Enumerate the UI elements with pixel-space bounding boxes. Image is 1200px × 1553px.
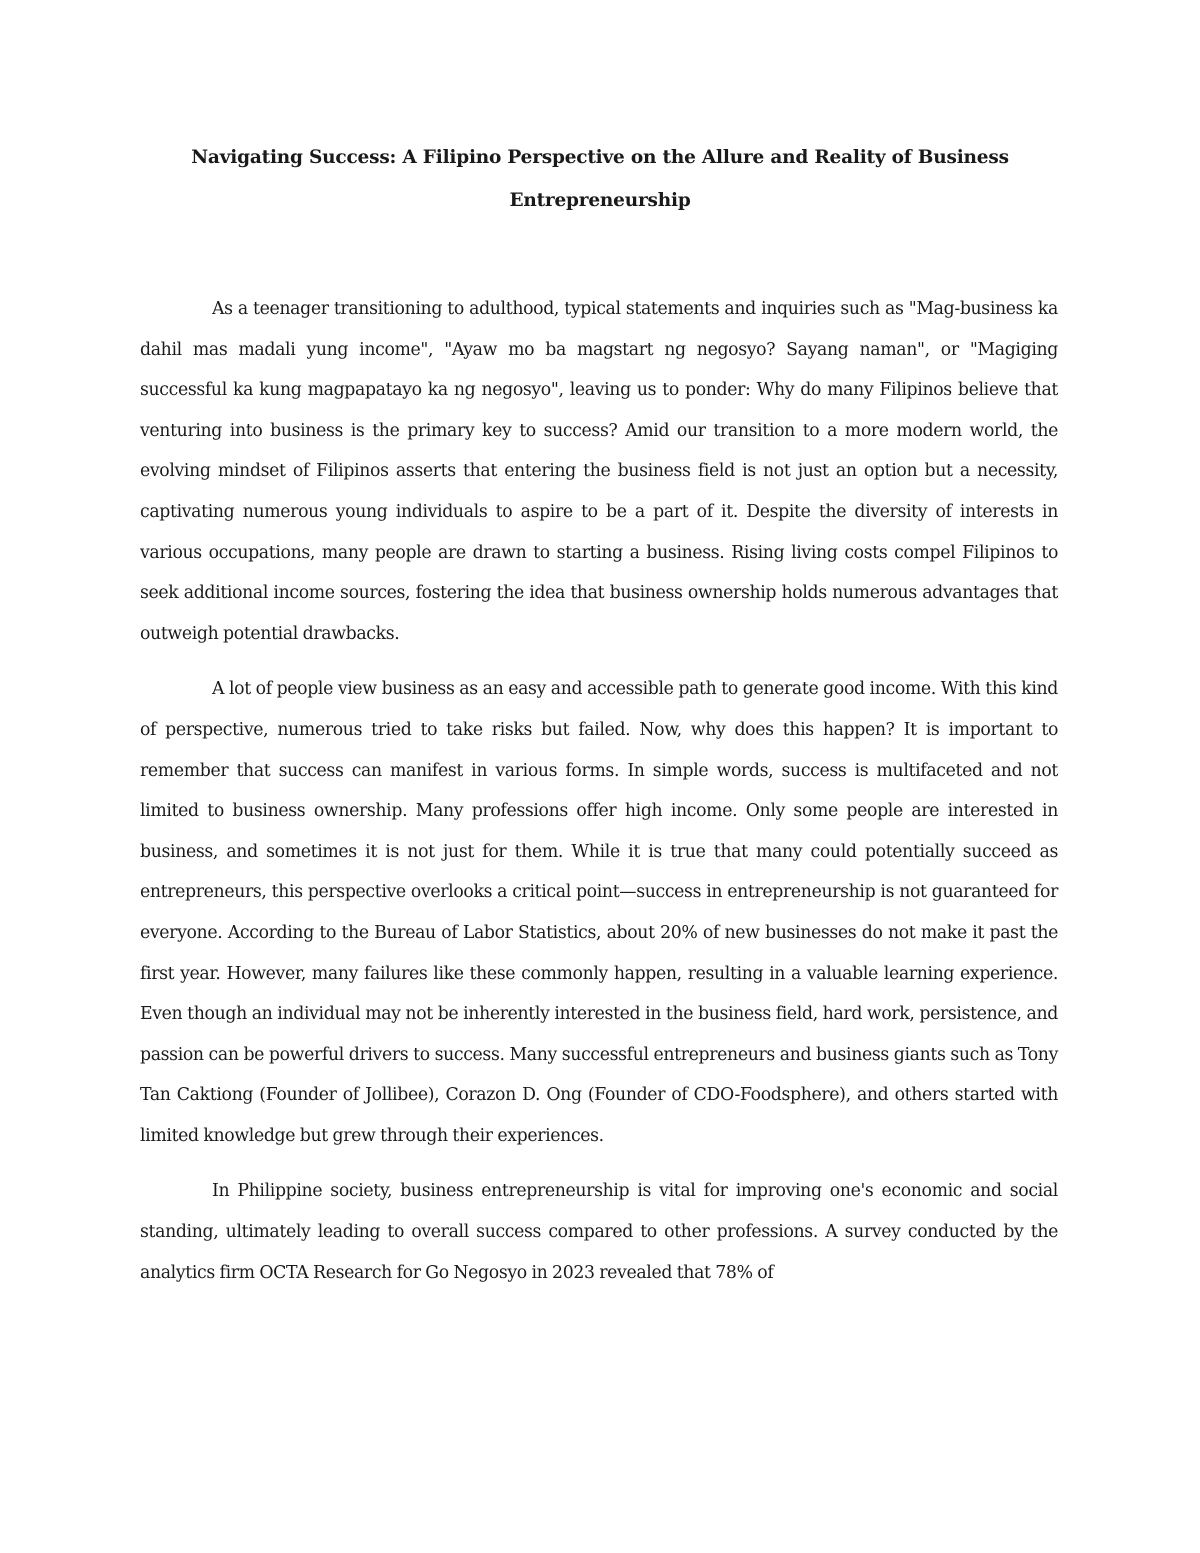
document-body — [140, 289, 1058, 1308]
paragraph-2: A lot of people view business as an easy and accessible path to generate good income. With this kind of perspective, numerous tried to take risks but failed. Now, why does this happen? It is important to remember that success can manifest in various forms. In simple words, success is multifaceted and not limited to business ownership. Many professions offer high income. Only some people are interested in business, and sometimes it is not just for them. While it is true that many could potentially succeed as entrepreneurs, this perspective overlooks a critical point—success in entrepreneurship is not guaranteed for everyone. According to the Bureau of Labor Statistics, about 20% of new businesses do not make it past the first year. However, many failures like these commonly happen, resulting in a valuable learning experience. Even though an individual may not be inherently interested in the business field, hard work, persistence, and passion can be powerful drivers to success. Many successful entrepreneurs and business giants such as Tony Tan Caktiong (Founder of Jollibee), Corazon D. Ong (Founder of CDO-Foodsphere), and others started with limited knowledge but grew through their experiences. — [140, 679, 1058, 1146]
paragraph-1: As a teenager transitioning to adulthood, typical statements and inquiries such as "Mag-business ka dahil mas madali yung income", "Ayaw mo ba magstart ng negosyo? Sayang naman", or "Magiging successful ka kung magpapatayo ka ng negosyo", leaving us to ponder: Why do many Filipinos believe that venturing into business is the primary key to success? Amid our transition to a more modern world, the evolving mindset of Filipinos asserts that entering the business field is not just an option but a necessity, captivating numerous young individuals to aspire to be a part of it. Despite the diversity of interests in various occupations, many people are drawn to starting a business. Rising living costs compel Filipinos to seek additional income sources, fostering the idea that business ownership holds numerous advantages that outweigh potential drawbacks. — [140, 299, 1058, 644]
document-title: Navigating Success: A Filipino Perspective on the Allure and Reality of Business Entrepreneurship — [191, 147, 1009, 211]
paragraph-3: In Philippine society, business entrepreneurship is vital for improving one's economic and social standing, ultimately leading to overall success compared to other professions. A survey conducted by the analytics firm OCTA Research for Go Negosyo in 2023 revealed that 78% of — [140, 1181, 1058, 1283]
